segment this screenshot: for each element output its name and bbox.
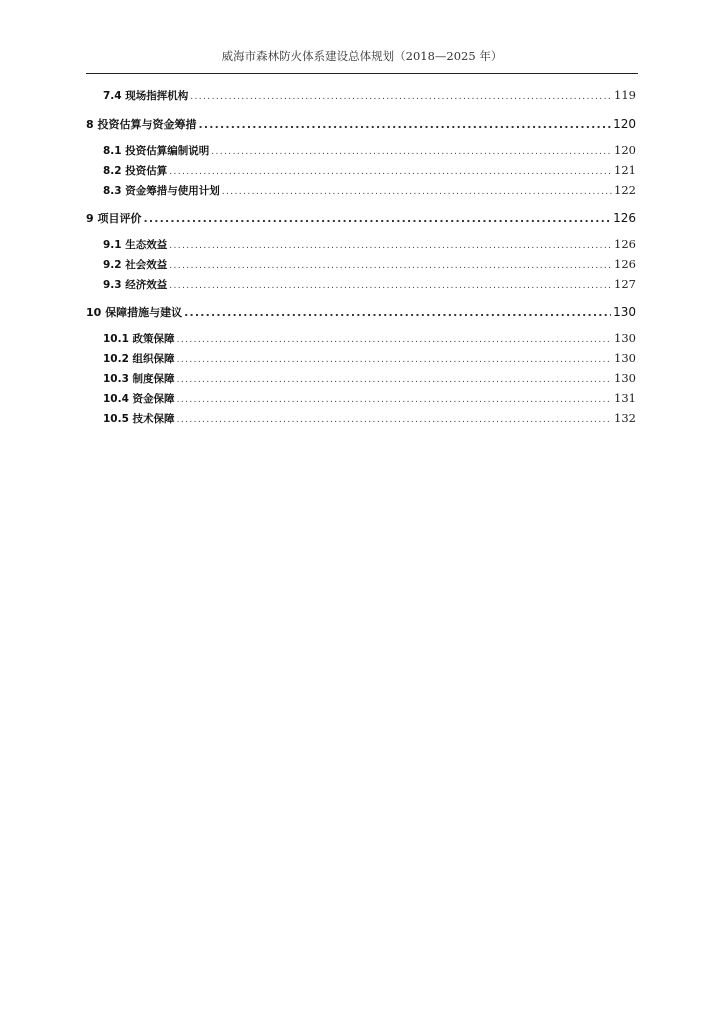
toc-page-number: 132 <box>614 411 636 425</box>
toc-entry-label: 8.1 投资估算编制说明 <box>103 145 210 157</box>
toc-entry-9-2[interactable] <box>86 257 636 272</box>
toc-entry-label: 10.3 制度保障 <box>103 373 175 385</box>
toc-page-number: 130 <box>614 351 636 365</box>
toc-leader-dots <box>177 395 612 405</box>
toc-leader-dots <box>169 281 612 291</box>
toc-entry-7-4[interactable] <box>86 88 636 103</box>
toc-page-number: 126 <box>614 237 636 251</box>
toc-entry-label: 8.2 投资估算 <box>103 165 168 177</box>
toc-entry-label: 9.3 经济效益 <box>103 279 168 291</box>
toc-leader-dots <box>177 335 612 345</box>
toc-leader-dots <box>222 187 612 197</box>
toc-leader-dots <box>169 261 612 271</box>
toc-entry-9[interactable] <box>86 210 636 226</box>
toc-entry-8-1[interactable] <box>86 143 636 158</box>
toc-page-number: 130 <box>614 371 636 385</box>
toc-entry-label: 8 投资估算与资金筹措 <box>86 118 197 131</box>
toc-entry-10-5[interactable] <box>86 411 636 426</box>
toc-page-number: 126 <box>614 257 636 271</box>
toc-page-number: 121 <box>614 163 636 177</box>
toc-page-number: 127 <box>614 277 636 291</box>
toc-entry-label: 9.1 生态效益 <box>103 239 168 251</box>
toc-leader-dots <box>169 167 612 177</box>
toc-page-number: 122 <box>614 183 636 197</box>
toc-entry-label: 10.1 政策保障 <box>103 333 175 345</box>
toc-page-number: 131 <box>614 391 636 405</box>
toc-entry-label: 10.5 技术保障 <box>103 413 175 425</box>
toc-entry-10-1[interactable] <box>86 331 636 346</box>
toc-entry-label: 10.4 资金保障 <box>103 393 175 405</box>
toc-page-number: 119 <box>614 88 636 102</box>
toc-entry-label: 10 保障措施与建议 <box>86 306 183 319</box>
toc-leader-dots <box>198 118 611 131</box>
toc-entry-10-2[interactable] <box>86 351 636 366</box>
toc-page-number: 120 <box>613 117 636 131</box>
running-header: 威海市森林防火体系建设总体规划（2018—2025 年） <box>221 49 503 63</box>
toc-entry-label: 10.2 组织保障 <box>103 353 175 365</box>
toc-leader-dots <box>169 241 612 251</box>
toc-leader-dots <box>177 415 612 425</box>
toc-page-number: 130 <box>614 331 636 345</box>
toc-entry-9-3[interactable] <box>86 277 636 292</box>
toc-entry-10-3[interactable] <box>86 371 636 386</box>
toc-entry-label: 9.2 社会效益 <box>103 259 168 271</box>
toc-entry-10[interactable] <box>86 304 636 320</box>
toc-entry-8[interactable] <box>86 116 636 132</box>
toc-entry-label: 8.3 资金筹措与使用计划 <box>103 185 220 197</box>
toc-page-number: 130 <box>613 305 636 319</box>
toc-entry-9-1[interactable] <box>86 237 636 252</box>
toc-leader-dots <box>177 355 612 365</box>
toc-entry-8-2[interactable] <box>86 163 636 178</box>
toc-leader-dots <box>177 375 612 385</box>
toc-entry-10-4[interactable] <box>86 391 636 406</box>
header-rule <box>86 73 638 74</box>
toc-leader-dots <box>143 212 611 225</box>
toc-leader-dots <box>211 147 612 157</box>
toc-page-number: 120 <box>614 143 636 157</box>
toc-leader-dots <box>190 92 612 102</box>
toc-entry-label: 9 项目评价 <box>86 212 142 225</box>
toc-entry-label: 7.4 现场指挥机构 <box>103 90 189 102</box>
toc-page-number: 126 <box>613 211 636 225</box>
toc-leader-dots <box>184 306 611 319</box>
toc-entry-8-3[interactable] <box>86 183 636 198</box>
